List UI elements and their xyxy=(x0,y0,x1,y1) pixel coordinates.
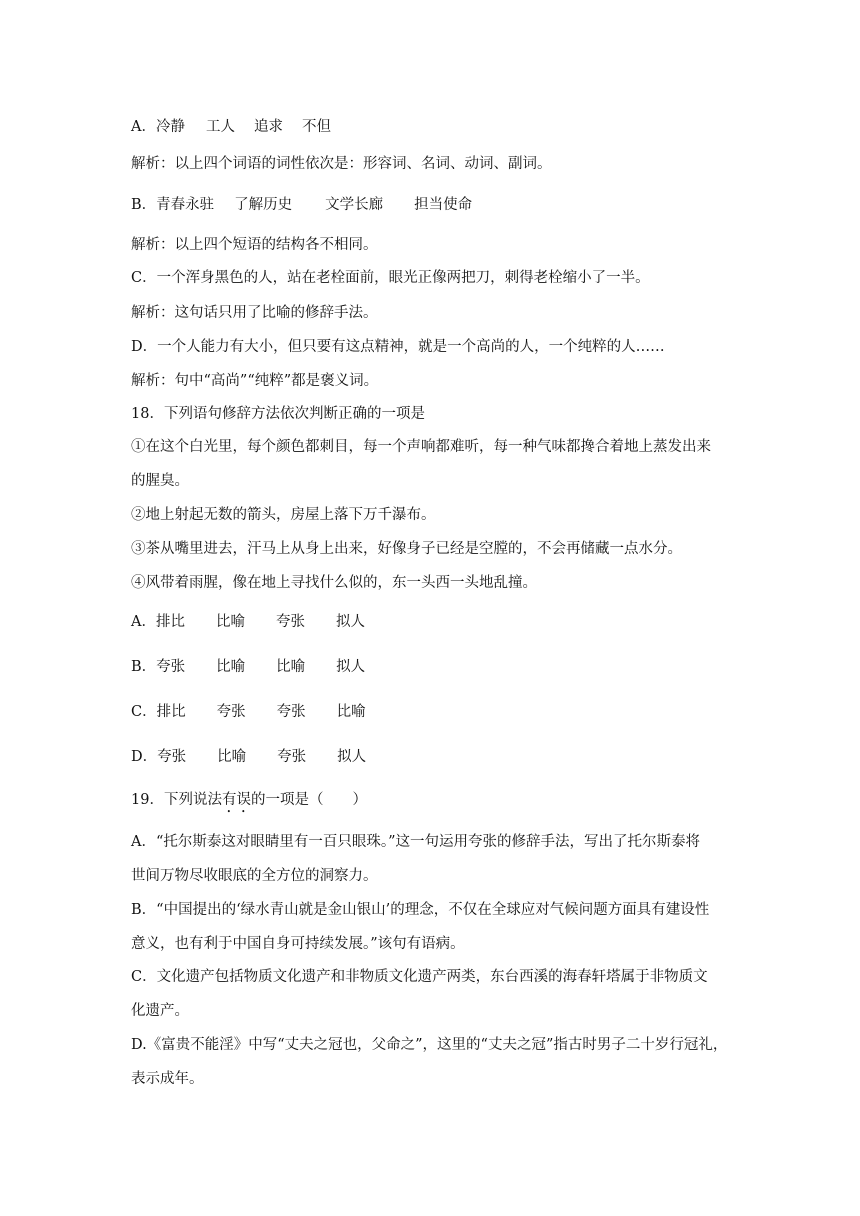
option-word: 担当使命 xyxy=(414,197,473,213)
q17-option-c-note: 解析：这句话只用了比喻的修辞手法。 xyxy=(131,305,378,321)
q19-option-b-line-2: 意义，也有利于中国自身可持续发展。”该句有语病。 xyxy=(131,936,465,952)
q19-stem-prefix: 19．下列说法 xyxy=(131,792,222,808)
q18-sentence-1-line-2: 的腥臭。 xyxy=(131,473,189,489)
option-word: 文学长廊 xyxy=(325,197,384,213)
q18-option-a xyxy=(131,612,365,632)
q18-option-d xyxy=(131,747,366,767)
q19-option-b-line-1: B．“中国提出的‘绿水青山就是金山银山’的理念，不仅在全球应对气候问题方面具有建设性 xyxy=(131,902,710,918)
option-letter: C． xyxy=(131,704,157,720)
q18-sentence-4: ④风带着雨腥，像在地上寻找什么似的，东一头西一头地乱撞。 xyxy=(131,575,537,591)
q17-option-d-note: 解析：句中“高尚”“纯粹”都是褒义词。 xyxy=(131,373,379,389)
option-word: 工人 xyxy=(205,119,235,135)
option-word: 比喻 xyxy=(215,614,245,630)
option-letter: A． xyxy=(131,119,156,135)
option-word: 不但 xyxy=(301,119,331,135)
option-word: 夸张 xyxy=(275,614,305,630)
q18-sentence-3: ③茶从嘴里进去，汗马上从身上出来，好像身子已经是空膛的，不会再储藏一点水分。 xyxy=(131,541,682,557)
option-letter: A． xyxy=(131,614,156,630)
option-word: 拟人 xyxy=(336,659,366,675)
q17-option-a-note: 解析：以上四个词语的词性依次是：形容词、名词、动词、副词。 xyxy=(131,156,552,172)
option-word: 青春永驻 xyxy=(156,197,215,213)
q19-stem-emphasis: 有误 xyxy=(221,792,251,808)
option-letter: B． xyxy=(131,659,157,675)
q18-stem: 18．下列语句修辞方法依次判断正确的一项是 xyxy=(131,406,425,422)
option-word: 比喻 xyxy=(336,704,366,720)
option-letter: B． xyxy=(131,197,157,213)
q17-option-b xyxy=(131,195,472,215)
option-word: 拟人 xyxy=(335,614,365,630)
q18-option-b xyxy=(131,657,365,677)
option-word: 夸张 xyxy=(276,704,306,720)
q19-option-a-line-2: 世间万物尽收眼底的全方位的洞察力。 xyxy=(131,868,378,884)
option-word: 比喻 xyxy=(217,749,247,765)
q19-stem xyxy=(131,790,367,816)
option-word: 夸张 xyxy=(216,704,246,720)
q19-option-c-line-2: 化遗产。 xyxy=(131,1003,189,1019)
q17-option-a xyxy=(131,117,331,137)
option-word: 拟人 xyxy=(337,749,367,765)
option-word: 夸张 xyxy=(277,749,307,765)
option-word: 了解历史 xyxy=(234,197,293,213)
q19-option-c-line-1: C．文化遗产包括物质文化遗产和非物质文化遗产两类，东台西溪的海春轩塔属于非物质文 xyxy=(131,969,708,985)
q19-option-d-line-2: 表示成年。 xyxy=(131,1071,204,1087)
q18-sentence-2: ②地上射起无数的箭头，房屋上落下万千瀑布。 xyxy=(131,507,436,523)
option-word: 比喻 xyxy=(216,659,246,675)
option-word: 冷静 xyxy=(155,119,185,135)
q17-option-b-note: 解析：以上四个短语的结构各不相同。 xyxy=(131,237,378,253)
q19-option-d-line-1: D.《富贵不能淫》中写“丈夫之冠也，父命之”，这里的“丈夫之冠”指古时男子二十岁行冠礼， xyxy=(131,1037,728,1053)
option-word: 追求 xyxy=(253,119,283,135)
option-word: 比喻 xyxy=(276,659,306,675)
q19-stem-suffix: 的一项是（ ） xyxy=(250,792,367,808)
option-word: 排比 xyxy=(155,614,185,630)
option-word: 排比 xyxy=(156,704,186,720)
q17-option-c: C．一个浑身黑色的人，站在老栓面前，眼光正像两把刀，刺得老栓缩小了一半。 xyxy=(131,270,650,286)
option-word: 夸张 xyxy=(156,659,186,675)
q19-option-a-line-1: A．“托尔斯泰这对眼睛里有一百只眼珠。”这一句运用夸张的修辞手法，写出了托尔斯泰将 xyxy=(131,834,701,850)
option-letter: D． xyxy=(131,749,158,765)
option-word: 夸张 xyxy=(157,749,187,765)
q17-option-d: D．一个人能力有大小，但只要有这点精神，就是一个高尚的人，一个纯粹的人…… xyxy=(131,339,665,355)
q18-option-c xyxy=(131,702,366,722)
q18-sentence-1-line-1: ①在这个白光里，每个颜色都刺目，每一个声响都难听，每一种气味都搀合着地上蒸发出来 xyxy=(131,439,711,455)
